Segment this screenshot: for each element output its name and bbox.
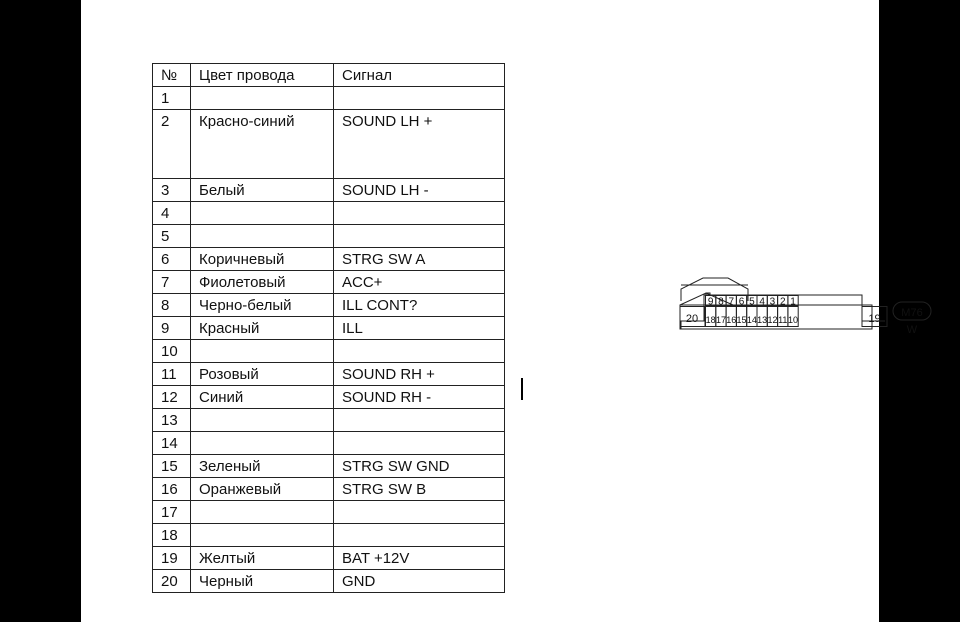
table-row bbox=[153, 225, 505, 248]
connector-pin-label: 19 bbox=[868, 313, 881, 325]
wire-color-cell: Розовый bbox=[191, 363, 334, 386]
pin-number-cell: 12 bbox=[153, 386, 191, 409]
connector-color-code: W bbox=[906, 324, 918, 336]
wire-color-cell bbox=[191, 432, 334, 455]
connector-pin-label: 5 bbox=[749, 296, 755, 308]
connector-pin-label: 8 bbox=[718, 296, 724, 308]
connector-pin-label: 10 bbox=[788, 315, 799, 325]
pin-number-cell: 10 bbox=[153, 340, 191, 363]
pin-number-cell: 18 bbox=[153, 524, 191, 547]
pin-number-cell: 1 bbox=[153, 87, 191, 110]
wire-color-cell: Красно-синий bbox=[191, 110, 334, 179]
pin-number-cell: 9 bbox=[153, 317, 191, 340]
text-cursor bbox=[521, 378, 523, 400]
document-page bbox=[81, 0, 923, 622]
header-wire-color: Цвет провода bbox=[191, 64, 334, 87]
signal-cell: STRG SW A bbox=[334, 248, 505, 271]
wire-color-cell bbox=[191, 340, 334, 363]
table-row bbox=[153, 202, 505, 225]
connector-pin-label: 14 bbox=[746, 315, 757, 325]
connector-pin-label: 13 bbox=[757, 315, 768, 325]
connector-pin-label: 7 bbox=[728, 296, 735, 308]
table-row bbox=[153, 294, 505, 317]
signal-cell: SOUND LH - bbox=[334, 179, 505, 202]
table-header-row bbox=[153, 64, 505, 87]
signal-cell: GND bbox=[334, 570, 505, 593]
table-row bbox=[153, 317, 505, 340]
wire-color-cell: Черный bbox=[191, 570, 334, 593]
pin-number-cell: 7 bbox=[153, 271, 191, 294]
table-row bbox=[153, 547, 505, 570]
connector-pin-label: 4 bbox=[759, 296, 765, 308]
signal-cell: ILL bbox=[334, 317, 505, 340]
wire-color-cell bbox=[191, 202, 334, 225]
table-row bbox=[153, 478, 505, 501]
wire-color-cell: Красный bbox=[191, 317, 334, 340]
pin-number-cell: 13 bbox=[153, 409, 191, 432]
pin-number-cell: 8 bbox=[153, 294, 191, 317]
table-row bbox=[153, 248, 505, 271]
table-row bbox=[153, 87, 505, 110]
wire-color-cell: Белый bbox=[191, 179, 334, 202]
connector-pin-label: 20 bbox=[685, 313, 699, 325]
signal-cell bbox=[334, 409, 505, 432]
signal-cell bbox=[334, 202, 505, 225]
table-row bbox=[153, 570, 505, 593]
connector-pin-label: 9 bbox=[707, 296, 714, 308]
table-row bbox=[153, 271, 505, 294]
pin-number-cell: 15 bbox=[153, 455, 191, 478]
signal-cell: ACC+ bbox=[334, 271, 505, 294]
wire-color-cell bbox=[191, 501, 334, 524]
wire-color-cell bbox=[191, 87, 334, 110]
pin-number-cell: 16 bbox=[153, 478, 191, 501]
pin-number-cell: 5 bbox=[153, 225, 191, 248]
table-row bbox=[153, 340, 505, 363]
wire-color-cell: Фиолетовый bbox=[191, 271, 334, 294]
table-row bbox=[153, 110, 505, 179]
table-row bbox=[153, 363, 505, 386]
signal-cell: SOUND RH - bbox=[334, 386, 505, 409]
signal-cell bbox=[334, 501, 505, 524]
connector-pin-label: 3 bbox=[769, 296, 776, 308]
connector-pin-label: 12 bbox=[767, 315, 778, 325]
connector-pin-label: 6 bbox=[738, 296, 745, 308]
pin-number-cell: 20 bbox=[153, 570, 191, 593]
table-row bbox=[153, 432, 505, 455]
signal-cell bbox=[334, 340, 505, 363]
pinout-table bbox=[152, 63, 505, 593]
table-row bbox=[153, 409, 505, 432]
connector-pin-label: 17 bbox=[715, 315, 726, 325]
pin-number-cell: 14 bbox=[153, 432, 191, 455]
wire-color-cell: Коричневый bbox=[191, 248, 334, 271]
wire-color-cell: Желтый bbox=[191, 547, 334, 570]
table-row bbox=[153, 455, 505, 478]
connector-pin-label: 2 bbox=[779, 296, 786, 308]
header-number: № bbox=[153, 64, 191, 87]
pin-number-cell: 3 bbox=[153, 179, 191, 202]
table-row bbox=[153, 179, 505, 202]
signal-cell: ILL CONT? bbox=[334, 294, 505, 317]
signal-cell: SOUND LH + bbox=[334, 110, 505, 179]
header-signal: Сигнал bbox=[334, 64, 505, 87]
table-row bbox=[153, 386, 505, 409]
connector-pin-label: 18 bbox=[705, 315, 716, 325]
signal-cell bbox=[334, 524, 505, 547]
pin-number-cell: 19 bbox=[153, 547, 191, 570]
wire-color-cell: Синий bbox=[191, 386, 334, 409]
signal-cell: BAT +12V bbox=[334, 547, 505, 570]
pin-number-cell: 17 bbox=[153, 501, 191, 524]
signal-cell: SOUND RH + bbox=[334, 363, 505, 386]
pin-number-cell: 11 bbox=[153, 363, 191, 386]
wire-color-cell: Черно-белый bbox=[191, 294, 334, 317]
signal-cell bbox=[334, 87, 505, 110]
wire-color-cell bbox=[191, 225, 334, 248]
pin-number-cell: 4 bbox=[153, 202, 191, 225]
signal-cell bbox=[334, 225, 505, 248]
connector-pin-label: 15 bbox=[736, 315, 747, 325]
wire-color-cell: Оранжевый bbox=[191, 478, 334, 501]
connector-code: M76 bbox=[901, 307, 923, 319]
table-row bbox=[153, 524, 505, 547]
wire-color-cell: Зеленый bbox=[191, 455, 334, 478]
pin-number-cell: 6 bbox=[153, 248, 191, 271]
signal-cell: STRG SW B bbox=[334, 478, 505, 501]
pin-number-cell: 2 bbox=[153, 110, 191, 179]
signal-cell bbox=[334, 432, 505, 455]
table-row bbox=[153, 501, 505, 524]
connector-pin-label: 1 bbox=[790, 296, 796, 308]
connector-pin-label: 11 bbox=[778, 315, 788, 325]
signal-cell: STRG SW GND bbox=[334, 455, 505, 478]
wire-color-cell bbox=[191, 409, 334, 432]
connector-diagram bbox=[596, 272, 923, 342]
connector-pin-label: 16 bbox=[726, 315, 737, 325]
wire-color-cell bbox=[191, 524, 334, 547]
